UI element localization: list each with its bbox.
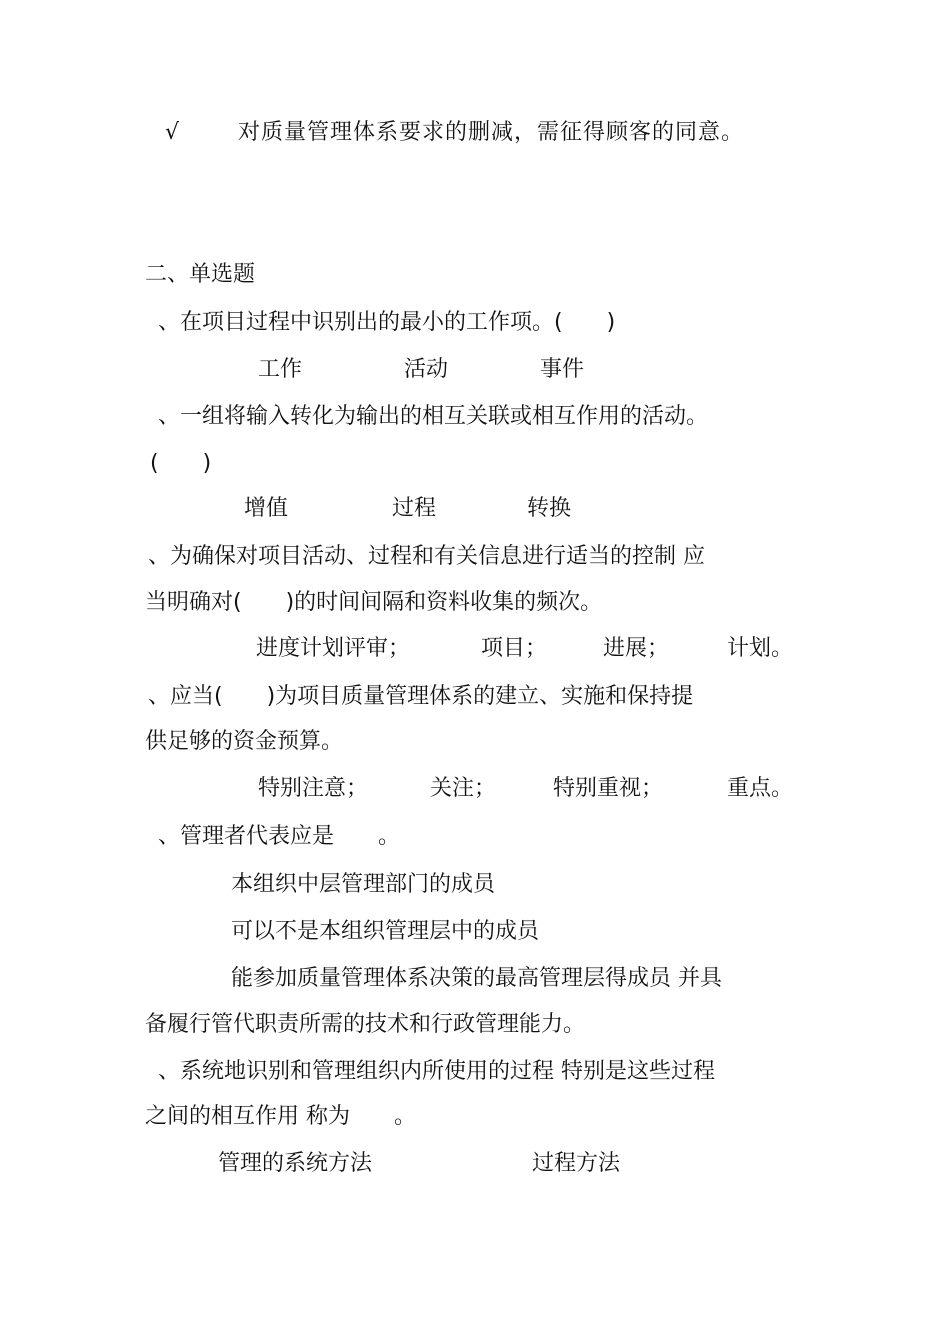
option-a: 本组织中层管理部门的成员 (231, 872, 496, 897)
option-b: 关注； (430, 776, 497, 801)
option-d: 重点。 (727, 776, 794, 801)
question-stem: 、系统地识别和管理组织内所使用的过程 特别是这些过程 (158, 1059, 715, 1084)
option-b: 活动 (404, 357, 449, 382)
option-c: 转换 (527, 496, 572, 521)
judgement-text: 对质量管理体系要求的删减，需征得顾客的同意。 (238, 120, 745, 145)
question-stem-continued: 之间的相互作用 称为 。 (145, 1104, 416, 1129)
question-stem-continued: 当明确对( )的时间间隔和资料收集的频次。 (145, 590, 603, 615)
section-heading: 二、单选题 (145, 262, 256, 287)
question-stem: 、一组将输入转化为输出的相互关联或相互作用的活动。 (158, 404, 709, 429)
option-b: 项目； (481, 636, 548, 661)
question-stem-continued: ( ) (150, 451, 212, 476)
option-a: 管理的系统方法 (218, 1151, 373, 1176)
option-d: 计划。 (727, 636, 794, 661)
question-stem: 、应当( )为项目质量管理体系的建立、实施和保持提 (148, 684, 694, 709)
option-a: 特别注意； (258, 776, 369, 801)
question-stem-continued: 供足够的资金预算。 (145, 729, 344, 754)
question-stem: 、为确保对项目活动、过程和有关信息进行适当的控制 应 (148, 544, 705, 569)
option-b: 可以不是本组织管理层中的成员 (231, 919, 540, 944)
option-a: 工作 (258, 357, 303, 382)
option-a: 进度计划评审； (256, 636, 411, 661)
option-c: 特别重视； (553, 776, 664, 801)
question-stem: 、管理者代表应是 。 (158, 824, 401, 849)
question-stem: 、在项目过程中识别出的最小的工作项。( ) (158, 310, 616, 335)
option-b: 过程方法 (532, 1151, 621, 1176)
option-a: 增值 (244, 496, 289, 521)
option-c-continued: 备履行管代职责所需的技术和行政管理能力。 (145, 1012, 586, 1037)
check-mark: √ (165, 120, 180, 145)
option-b: 过程 (392, 496, 437, 521)
option-c: 能参加质量管理体系决策的最高管理层得成员 并具 (231, 966, 722, 991)
option-c: 进展； (603, 636, 670, 661)
option-c: 事件 (540, 357, 585, 382)
